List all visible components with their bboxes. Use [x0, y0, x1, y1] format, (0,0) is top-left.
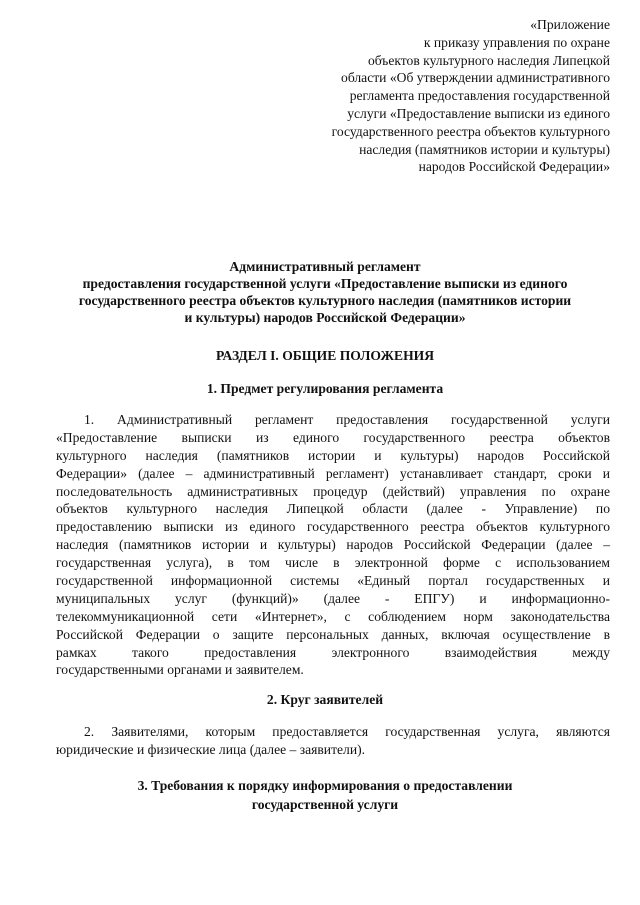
annex-line: регламента предоставления государственной	[349, 88, 610, 104]
title-line: и культуры) народов Российской Федерации»	[184, 310, 466, 325]
subsection-2-paragraph	[56, 723, 610, 759]
annex-line: наследия (памятников истории и культуры)	[359, 141, 610, 157]
paragraph-line: государственными органами и заявителем.	[56, 662, 304, 678]
paragraph-line: муниципальных услуг (функций)» (далее - ЕПГУ) и информационно-	[56, 590, 610, 606]
paragraph-line: Федерации» (далее – административный регламент) устанавливает стандарт, сроки и	[56, 465, 610, 481]
annex-line: государственного реестра объектов культурного	[331, 123, 610, 139]
annex-line: области «Об утверждении административного	[341, 70, 610, 86]
annex-line: к приказу управления по охране	[423, 34, 610, 50]
annex-block	[280, 16, 610, 176]
subsection-1-paragraph	[56, 411, 610, 679]
annex-line: объектов культурного наследия Липецкой	[367, 52, 610, 68]
paragraph-line: «Предоставление выписки из единого государственного реестра объектов	[56, 429, 610, 445]
paragraph-line: 2. Заявителями, которым предоставляется государственная услуга, являются	[84, 724, 610, 739]
paragraph-line: государственная услуга), в том числе в электронной форме с использованием	[56, 555, 610, 571]
paragraph-line: рамках такого предоставления электронного взаимодействия между	[56, 644, 610, 660]
subsection-3-heading-line: государственной услуги	[251, 797, 399, 812]
subsection-1-heading: 1. Предмет регулирования регламента	[206, 381, 444, 396]
paragraph-line: наследия (памятников истории и культуры) народов Российской Федерации (далее –	[56, 537, 610, 553]
subsection-3-heading-line: 3. Требования к порядку информирования о предоставлении	[137, 778, 513, 793]
paragraph-line: государственной информационной системы «Единый портал государственных и	[56, 573, 610, 589]
title-line: предоставления государственной услуги «Предоставление выписки из единого	[82, 276, 568, 291]
paragraph-line: 1. Административный регламент предоставления государственной услуги	[84, 412, 610, 427]
paragraph-line: юридические и физические лица (далее – заявители).	[56, 741, 366, 757]
annex-line: народов Российской Федерации»	[418, 159, 610, 175]
paragraph-line: предоставлению выписки из единого государственного реестра объектов культурного	[56, 519, 610, 535]
title-line: государственного реестра объектов культурного наследия (памятников истории	[78, 293, 572, 308]
paragraph-line: последовательность административных процедур (действий) управления по охране	[56, 483, 610, 499]
paragraph-line: Российской Федерации о защите персональных данных, включая осуществление в	[56, 626, 610, 642]
subsection-2-heading: 2. Круг заявителей	[266, 692, 384, 707]
document-title	[40, 258, 610, 326]
annex-line: «Приложение	[530, 17, 610, 32]
paragraph-line: объектов культурного наследия Липецкой области (далее - Управление) по	[56, 501, 610, 517]
paragraph-line: телекоммуникационной сети «Интернет», с соблюдением норм законодательства	[56, 608, 610, 624]
section-heading: РАЗДЕЛ I. ОБЩИЕ ПОЛОЖЕНИЯ	[215, 348, 435, 363]
paragraph-line: культурного наследия (памятников истории и культуры) народов Российской	[56, 447, 610, 463]
annex-line: услуги «Предоставление выписки из единого	[347, 105, 610, 121]
title-line: Административный регламент	[229, 259, 421, 274]
